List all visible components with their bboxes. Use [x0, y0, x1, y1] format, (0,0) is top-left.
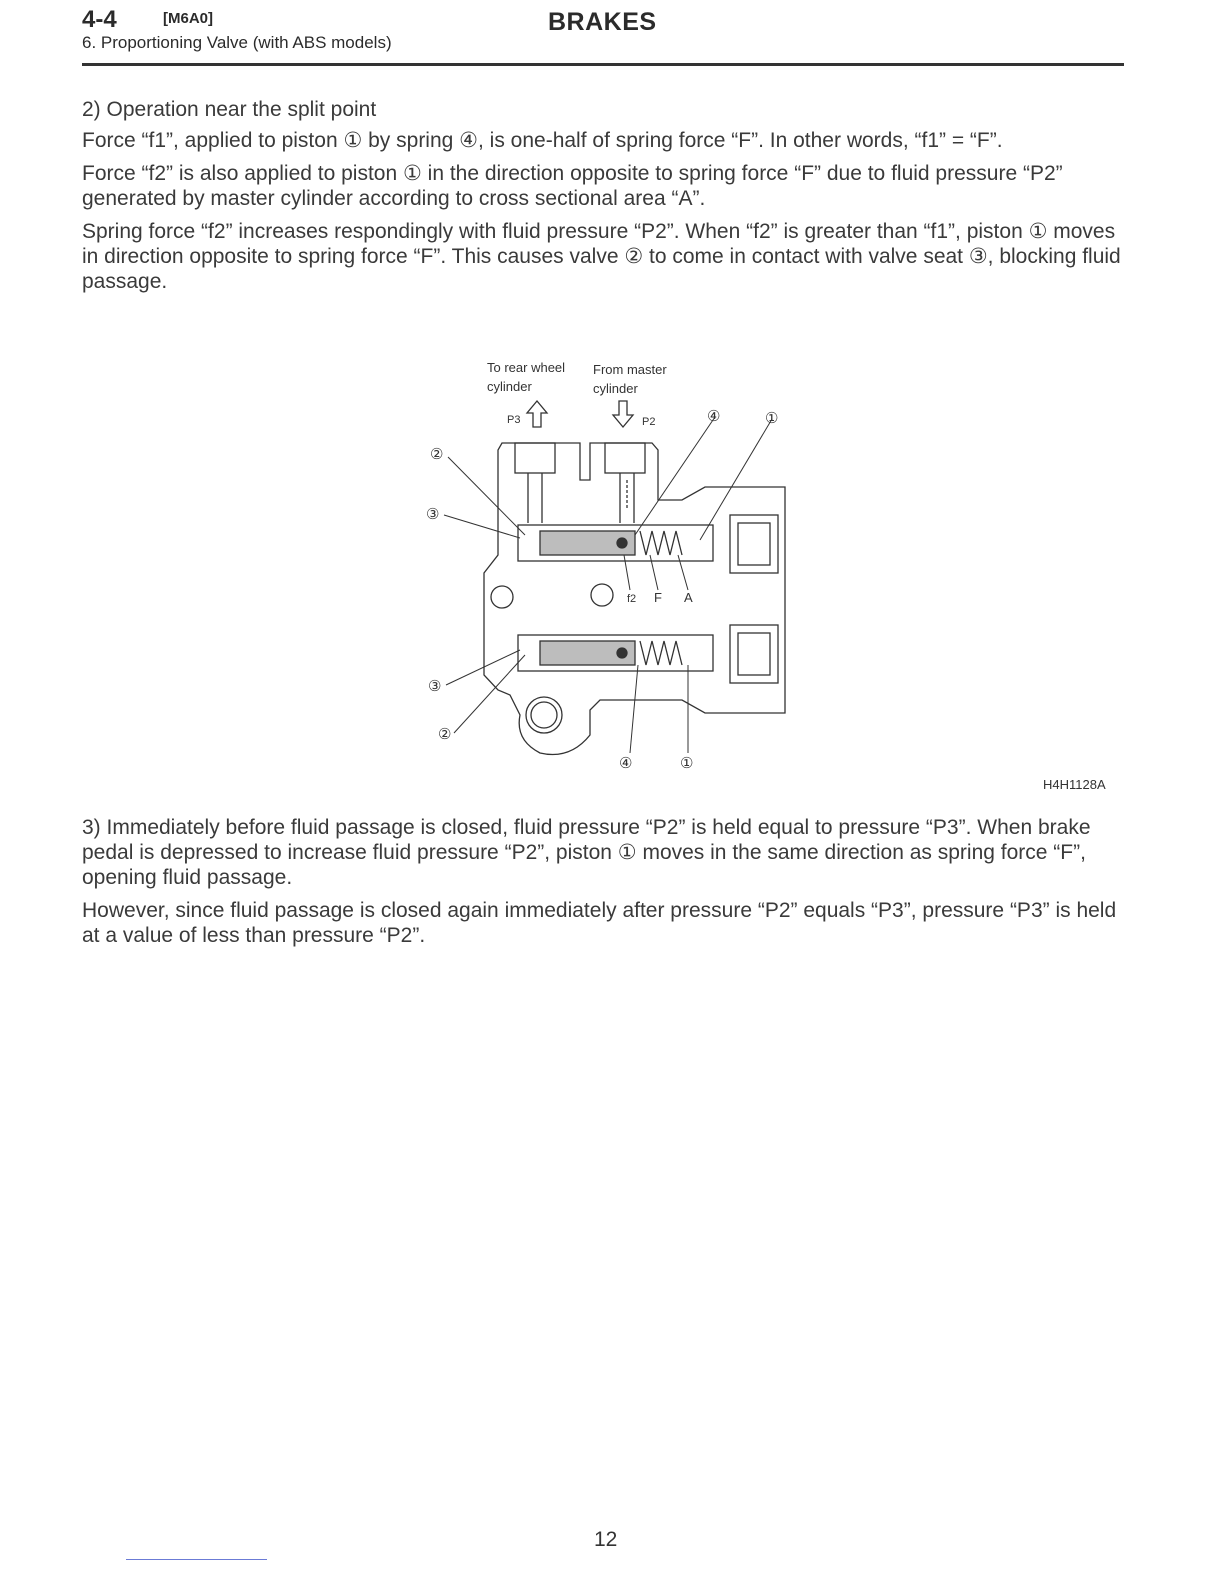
label-master-2: cylinder: [593, 381, 638, 396]
section-3: [82, 815, 1124, 956]
arrow-down-icon: [613, 401, 633, 427]
section-2: [82, 97, 1124, 302]
section-2-paragraph-3: Spring force “f2” increases respondingly with fluid pressure “P2”. When “f2” is greater than “f1”, piston ① moves in direction opposite to spring force “F”. This causes valve ② to come in contact with valve seat ③, blocking fluid passage.: [82, 220, 1121, 293]
callout-4-bottom: ④: [619, 755, 633, 772]
callout-1-bottom: ①: [680, 755, 694, 772]
upper-spring: [640, 531, 682, 555]
section-3-paragraph-1: 3) Immediately before fluid passage is closed, fluid pressure “P2” is held equal to pressure “P3”. When brake pedal is depressed to increase fluid pressure “P2”, piston ① moves in the same direction as spring force “F”, opening fluid passage.: [82, 816, 1091, 889]
section-2-heading: 2) Operation near the split point: [82, 98, 377, 121]
label-rear-2: cylinder: [487, 379, 532, 394]
callout-2-upper: ②: [430, 446, 444, 463]
callout-3-upper: ③: [426, 506, 440, 523]
label-A: A: [684, 590, 693, 605]
figure-code: H4H1128A: [1043, 777, 1106, 792]
section-2-paragraph-1: Force “f1”, applied to piston ① by spring ④, is one-half of spring force “F”. In other words, “f1” = “F”.: [82, 129, 1003, 152]
lower-spring: [640, 641, 682, 665]
callout-2-lower: ②: [438, 726, 452, 743]
label-master-1: From master: [593, 362, 667, 377]
mount-hole-bottom: [531, 702, 557, 728]
section-subtitle: 6. Proportioning Valve (with ABS models): [82, 33, 392, 52]
page-section-number: 4-4: [82, 6, 117, 33]
label-p3: P3: [507, 414, 521, 426]
arrow-up-icon: [527, 401, 547, 427]
label-rear-1: To rear wheel: [487, 360, 566, 375]
section-2-paragraph-2: Force “f2” is also applied to piston ① in the direction opposite to spring force “F” due to fluid pressure “P2” generated by master cylinder according to cross sectional area “A”.: [82, 162, 1063, 210]
label-f2: f2: [627, 593, 637, 605]
page-title: BRAKES: [548, 8, 657, 36]
label-p2: P2: [642, 416, 656, 428]
port-master: [605, 443, 645, 473]
label-F: F: [654, 590, 662, 605]
model-code: [M6A0]: [163, 10, 214, 27]
mount-hole-center: [591, 584, 613, 606]
header-rule: [82, 63, 1124, 66]
mount-hole-left: [491, 586, 513, 608]
proportioning-valve-diagram: [420, 355, 810, 775]
callout-1-top: ①: [765, 410, 779, 427]
lower-end-cap: [730, 625, 778, 683]
callout-3-lower: ③: [428, 678, 442, 695]
section-3-paragraph-2: However, since fluid passage is closed again immediately after pressure “P2” equals “P3”, pressure “P3” is held at a value of less than pressure “P2”.: [82, 899, 1117, 947]
upper-end-cap: [730, 515, 778, 573]
page-number: 12: [594, 1528, 618, 1551]
callout-4-top: ④: [707, 408, 721, 425]
port-rear: [515, 443, 555, 473]
footer-line: [126, 1559, 267, 1560]
